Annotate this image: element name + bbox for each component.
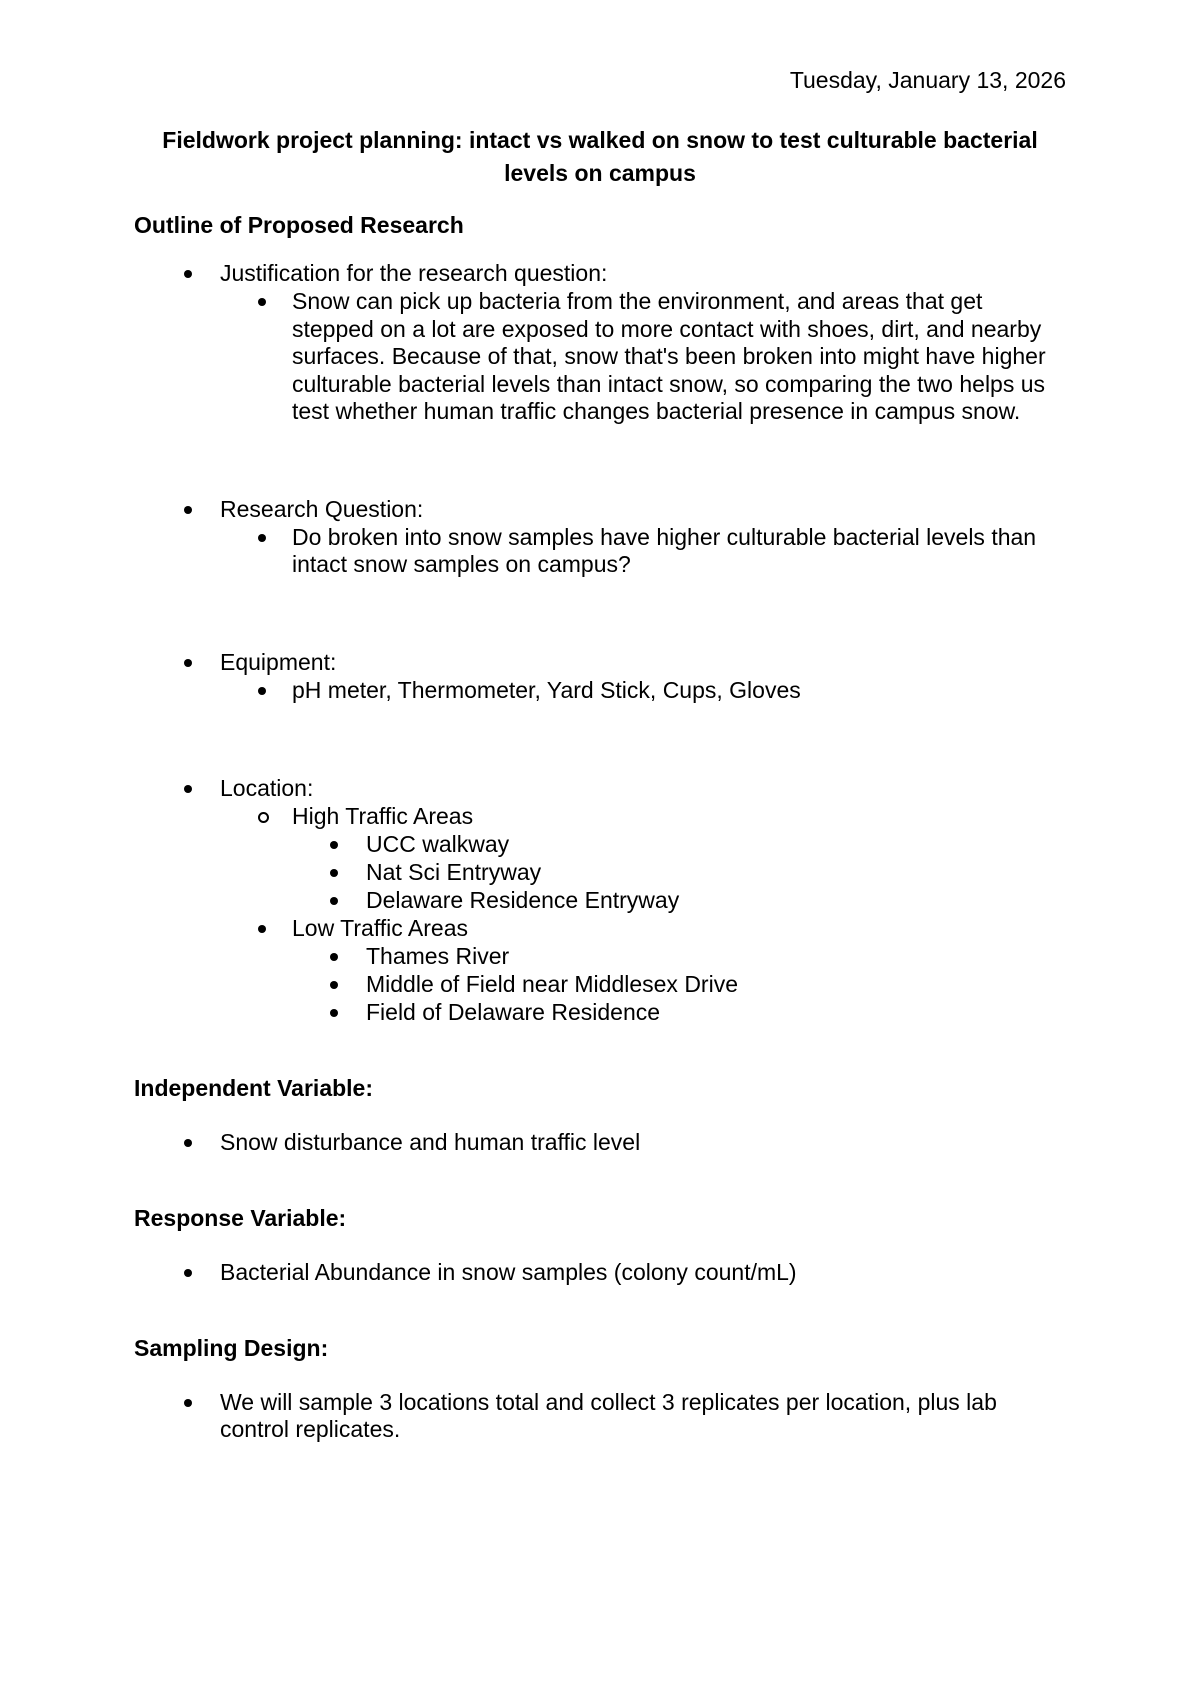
list-item-text: Location: (220, 774, 314, 801)
list-item (134, 1389, 1066, 1444)
bullet-icon (184, 1269, 192, 1277)
document-body (134, 212, 1066, 1444)
section-heading: Outline of Proposed Research (134, 212, 464, 238)
bullet-icon (330, 1009, 338, 1017)
list-item (134, 831, 1066, 859)
list-item (134, 677, 1066, 705)
section-heading: Response Variable: (134, 1204, 347, 1231)
list-item (134, 496, 1066, 524)
list-item (134, 524, 1066, 579)
list-item-text: Low Traffic Areas (292, 914, 468, 941)
list-item (134, 971, 1066, 999)
list-item (134, 803, 1066, 831)
list-item-text: Do broken into snow samples have higher culturable bacterial levels than intact snow samples on campus? (292, 523, 1037, 577)
bullet-icon (258, 925, 266, 933)
list-item (134, 915, 1066, 943)
list-item-text: Nat Sci Entryway (366, 858, 542, 885)
bullet-icon (184, 270, 192, 278)
list-item-text: Equipment: (220, 648, 337, 675)
bullet-icon (258, 687, 266, 695)
list-item (134, 1259, 1066, 1287)
list-item-text: pH meter, Thermometer, Yard Stick, Cups, Gloves (292, 676, 801, 703)
bullet-icon (330, 981, 338, 989)
list-item-text: Bacterial Abundance in snow samples (colony count/mL) (220, 1258, 797, 1285)
list-item (134, 288, 1066, 426)
bullet-icon (258, 298, 266, 306)
section-heading: Independent Variable: (134, 1074, 373, 1101)
list-item (134, 649, 1066, 677)
document-date: Tuesday, January 13, 2026 (789, 67, 1066, 93)
bullet-icon (184, 1139, 192, 1147)
bullet-icon (258, 534, 266, 542)
list-item-text: Snow disturbance and human traffic level (220, 1128, 641, 1155)
bullet-icon (330, 953, 338, 961)
list-item-text: We will sample 3 locations total and collect 3 replicates per location, plus lab control replicates. (220, 1388, 997, 1442)
list-item (134, 260, 1066, 288)
bullet-icon (330, 897, 338, 905)
hollow-bullet-icon (258, 812, 269, 823)
section-heading: Sampling Design: (134, 1334, 329, 1361)
list-item-text: Research Question: (220, 495, 424, 522)
list-item (134, 943, 1066, 971)
document-title: Fieldwork project planning: intact vs walked on snow to test culturable bacterial levels on campus (162, 127, 1038, 186)
bullet-icon (330, 841, 338, 849)
bullet-icon (184, 1399, 192, 1407)
bullet-icon (330, 869, 338, 877)
list-item-text: Snow can pick up bacteria from the environment, and areas that get stepped on a lot are exposed to more contact with shoes, dirt, and nearby surfaces. Because of that, snow that's been broken into might have higher culturable bacterial levels than intact snow, so comparing the two helps us test whether human traffic changes bacterial presence in campus snow. (292, 288, 1046, 424)
list-item (134, 859, 1066, 887)
list-item (134, 1129, 1066, 1157)
bullet-icon (184, 506, 192, 514)
list-item-text: Justification for the research question: (220, 260, 608, 286)
list-item-text: Delaware Residence Entryway (366, 886, 680, 913)
list-item-text: Field of Delaware Residence (366, 998, 661, 1025)
list-item-text: Middle of Field near Middlesex Drive (366, 970, 738, 997)
bullet-icon (184, 659, 192, 667)
list-item (134, 999, 1066, 1027)
bullet-icon (184, 785, 192, 793)
list-item-text: UCC walkway (366, 830, 510, 857)
list-item-text: Thames River (366, 942, 510, 969)
list-item (134, 887, 1066, 915)
list-item (134, 775, 1066, 803)
list-item-text: High Traffic Areas (292, 802, 474, 829)
